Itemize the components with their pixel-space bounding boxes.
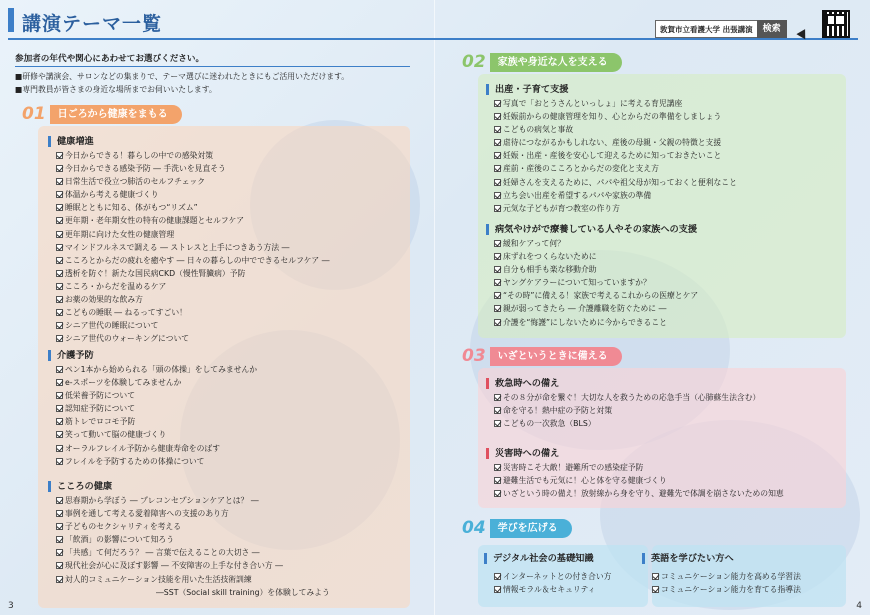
list-item[interactable]: 思春期から学ぼう ― プレコンセプションケアとは？ ― bbox=[56, 494, 330, 507]
group-title-english: 英語を学びたい方へ bbox=[642, 553, 734, 564]
group-title-childcare: 出産・子育て支援 bbox=[486, 84, 569, 95]
list-item[interactable]: 緩和ケアって何？ bbox=[494, 237, 698, 250]
list-item[interactable]: ペン1本から始められる「頭の体操」をしてみませんか bbox=[56, 363, 257, 376]
check-icon bbox=[56, 165, 63, 172]
group-title-emergency: 救急時への備え bbox=[486, 378, 559, 389]
mental-health-items-list bbox=[56, 494, 330, 599]
list-item[interactable]: お薬の効果的な飲み方 bbox=[56, 293, 330, 306]
check-icon bbox=[494, 266, 501, 273]
intro-rule bbox=[15, 66, 410, 67]
list-item[interactable]: マインドフルネスで調える ― ストレスと上手につきあう方法 ― bbox=[56, 241, 330, 254]
list-item[interactable]: フレイルを予防するための体操について bbox=[56, 455, 257, 468]
section-label: いざというときに備える bbox=[490, 347, 622, 366]
disaster-items-list bbox=[494, 461, 784, 500]
check-icon bbox=[56, 405, 63, 412]
page-number-right: 4 bbox=[856, 601, 862, 611]
section-03-header bbox=[462, 346, 622, 366]
header-rule bbox=[8, 38, 858, 40]
list-item[interactable]: 妊娠前からの健康管理を知り、心とからだの準備をしましょう bbox=[494, 110, 737, 123]
check-icon bbox=[652, 586, 659, 593]
list-item[interactable]: 体温から考える健康づくり bbox=[56, 188, 330, 201]
search-text: 敦賀市立看護大学 出張講演 bbox=[660, 24, 753, 34]
check-icon bbox=[56, 431, 63, 438]
list-item[interactable]: 認知症予防について bbox=[56, 402, 257, 415]
list-item[interactable]: 虐待につながるかもしれない、産後の母親・父親の特徴と支援 bbox=[494, 136, 737, 149]
check-icon bbox=[56, 270, 63, 277]
check-icon bbox=[494, 253, 501, 260]
check-icon bbox=[56, 204, 63, 211]
check-icon bbox=[56, 335, 63, 342]
english-items-list bbox=[652, 570, 801, 596]
list-item[interactable]: 床ずれをつくらないために bbox=[494, 250, 698, 263]
list-item[interactable]: 今日からできる！暮らしの中での感染対策 bbox=[56, 149, 330, 162]
check-icon bbox=[56, 366, 63, 373]
list-item[interactable]: 産前・産後のこころとからだの変化と支え方 bbox=[494, 162, 737, 175]
list-item[interactable]: シニア世代の睡眠について bbox=[56, 319, 330, 332]
list-item[interactable]: 更年期に向けた女性の健康管理 bbox=[56, 228, 330, 241]
list-item[interactable]: コミュニケーション能力を高める学習法 bbox=[652, 570, 801, 583]
list-item[interactable]: 対人的コミュニケーション技能を用いた生活技術訓練 bbox=[56, 573, 330, 586]
check-icon bbox=[494, 152, 501, 159]
list-item[interactable]: 災害時こそ大敵！避難所での感染症予防 bbox=[494, 461, 784, 474]
emergency-items-list bbox=[494, 391, 760, 430]
list-item[interactable]: 事例を通して考える愛着障害への支援のあり方 bbox=[56, 507, 330, 520]
check-icon bbox=[494, 279, 501, 286]
check-icon bbox=[494, 113, 501, 120]
list-item[interactable]: 睡眠とともに知る、体がもつ“リズム” bbox=[56, 201, 330, 214]
list-item-continuation: ―SST（Social skill training）を体験してみよう bbox=[156, 587, 330, 597]
check-icon bbox=[56, 418, 63, 425]
list-item[interactable]: 親が弱ってきたら ― 介護離職を防ぐために ― bbox=[494, 302, 698, 315]
section-number: 02 bbox=[462, 52, 486, 72]
list-item[interactable]: 更年期・老年期女性の特有の健康課題とセルフケア bbox=[56, 214, 330, 227]
qr-code-icon[interactable] bbox=[822, 10, 850, 38]
list-item[interactable]: オーラルフレイル予防から健康寿命をのばす bbox=[56, 442, 257, 455]
list-item[interactable]: 情報モラル＆セキュリティ bbox=[494, 583, 611, 596]
group-title-patient-support: 病気やけがで療養している人やその家族への支援 bbox=[486, 224, 697, 235]
group-title-health: 健康増進 bbox=[48, 136, 94, 147]
check-icon bbox=[56, 322, 63, 329]
check-icon bbox=[494, 477, 501, 484]
section-02-header bbox=[462, 52, 622, 72]
check-icon bbox=[56, 392, 63, 399]
list-item[interactable]: こころ・からだを温めるケア bbox=[56, 280, 330, 293]
digital-items-list bbox=[494, 570, 611, 596]
check-icon bbox=[56, 536, 63, 543]
list-item[interactable]: 現代社会が心に及ぼす影響 ― 不安障害の上手な付き合い方 ― bbox=[56, 559, 330, 572]
group-title-mental-health: こころの健康 bbox=[48, 481, 112, 492]
section-label: 学びを広げる bbox=[490, 519, 572, 538]
check-icon bbox=[56, 231, 63, 238]
check-icon bbox=[56, 217, 63, 224]
check-icon bbox=[56, 309, 63, 316]
check-icon bbox=[56, 178, 63, 185]
list-item[interactable]: 写真で「おとうさんといっしょ」に考える育児講座 bbox=[494, 97, 737, 110]
check-icon bbox=[494, 420, 501, 427]
section-number: 04 bbox=[462, 518, 486, 538]
check-icon bbox=[494, 126, 501, 133]
list-item[interactable]: 介護を“悔護”にしないために今からできること bbox=[494, 316, 698, 329]
check-icon bbox=[494, 240, 501, 247]
search-button[interactable]: 検索 bbox=[757, 20, 787, 38]
page-title: 講演テーマ一覧 bbox=[22, 13, 163, 35]
list-item[interactable]: こころとからだの疲れを癒やす ― 日々の暮らしの中でできるセルフケア ― bbox=[56, 254, 330, 267]
list-item[interactable]: 子どものセクシャリティを考える bbox=[56, 520, 330, 533]
list-item[interactable]: 妊婦さんを支えるために、パパや祖父母が知っておくと便利なこと bbox=[494, 176, 737, 189]
check-icon bbox=[494, 586, 501, 593]
check-icon bbox=[56, 283, 63, 290]
group-title-care-prevention: 介護予防 bbox=[48, 350, 94, 361]
check-icon bbox=[494, 305, 501, 312]
list-item[interactable]: コミュニケーション能力を育てる指導法 bbox=[652, 583, 801, 596]
check-icon bbox=[494, 179, 501, 186]
check-icon bbox=[494, 319, 501, 326]
list-item[interactable]: 命を守る！熱中症の予防と対策 bbox=[494, 404, 760, 417]
check-icon bbox=[494, 165, 501, 172]
check-icon bbox=[494, 394, 501, 401]
title-accent-bar bbox=[8, 8, 14, 32]
list-item[interactable]: 笑って動いて脳の健康づくり bbox=[56, 428, 257, 441]
list-item[interactable]: シニア世代のウォーキングについて bbox=[56, 332, 330, 345]
check-icon bbox=[56, 191, 63, 198]
intro-note: ■研修や講演会、サロンなどの集まりで、テーマ選びに迷われたときにもご活用いただけます。 bbox=[15, 72, 350, 81]
check-icon bbox=[494, 205, 501, 212]
check-icon bbox=[56, 445, 63, 452]
list-item[interactable]: “その時”に備える！家族で考えるこれからの医療とケア bbox=[494, 289, 698, 302]
check-icon bbox=[494, 407, 501, 414]
check-icon bbox=[56, 379, 63, 386]
check-icon bbox=[56, 497, 63, 504]
check-icon bbox=[56, 257, 63, 264]
group-title-digital: デジタル社会の基礎知識 bbox=[484, 553, 594, 564]
check-icon bbox=[56, 549, 63, 556]
check-icon bbox=[56, 562, 63, 569]
check-icon bbox=[56, 523, 63, 530]
section-label: 家族や身近な人を支える bbox=[490, 53, 622, 72]
check-icon bbox=[494, 292, 501, 299]
list-item[interactable]: 避難生活でも元気に！心と体を守る健康づくり bbox=[494, 474, 784, 487]
check-icon bbox=[56, 576, 63, 583]
intro-heading: 参加者の年代や関心にあわせてお選びください。 bbox=[15, 54, 205, 64]
check-icon bbox=[56, 296, 63, 303]
list-item[interactable]: 自分も相手も楽な移動介助 bbox=[494, 263, 698, 276]
list-item[interactable]: 透析を防ぐ！新たな国民病CKD（慢性腎臓病）予防 bbox=[56, 267, 330, 280]
check-icon bbox=[652, 573, 659, 580]
section-number: 03 bbox=[462, 346, 486, 366]
check-icon bbox=[494, 192, 501, 199]
section-04-header bbox=[462, 518, 572, 538]
search-box[interactable] bbox=[655, 20, 787, 38]
list-item[interactable]: 今日からできる感染予防 ― 手洗いを見直そう bbox=[56, 162, 330, 175]
list-item[interactable]: ヤングケアラーについて知っていますか？ bbox=[494, 276, 698, 289]
check-icon bbox=[494, 573, 501, 580]
list-item[interactable]: こどもの一次救急（BLS） bbox=[494, 417, 760, 430]
list-item[interactable]: インターネットとの付き合い方 bbox=[494, 570, 611, 583]
care-prevention-items-list bbox=[56, 363, 257, 468]
list-item[interactable]: 低栄養予防について bbox=[56, 389, 257, 402]
list-item[interactable]: その８分が命を繋ぐ！大切な人を救うための応急手当（心肺蘇生法含む） bbox=[494, 391, 760, 404]
childcare-items-list bbox=[494, 97, 737, 215]
check-icon bbox=[56, 510, 63, 517]
group-title-disaster: 災害時への備え bbox=[486, 448, 559, 459]
check-icon bbox=[494, 490, 501, 497]
list-item[interactable]: こどもの病気と事故 bbox=[494, 123, 737, 136]
page-divider bbox=[434, 0, 435, 615]
intro-note: ■専門教員が皆さまの身近な場所までお伺いいたします。 bbox=[15, 85, 217, 94]
section-number: 01 bbox=[22, 104, 46, 124]
list-item[interactable]: 「共感」て何だろう？ ― 言葉で伝えることの大切さ ― bbox=[56, 546, 330, 559]
health-items-list bbox=[56, 149, 330, 345]
check-icon bbox=[494, 464, 501, 471]
section-label: 日ごろから健康をまもる bbox=[50, 105, 182, 124]
check-icon bbox=[56, 458, 63, 465]
list-item[interactable]: こどもの睡眠 ― ねるってすごい！ bbox=[56, 306, 330, 319]
list-item[interactable]: 元気な子どもが育つ教室の作り方 bbox=[494, 202, 737, 215]
check-icon bbox=[494, 100, 501, 107]
list-item[interactable]: 「飲酒」の影響について知ろう bbox=[56, 533, 330, 546]
check-icon bbox=[56, 244, 63, 251]
patient-support-items-list bbox=[494, 237, 698, 329]
check-icon bbox=[56, 152, 63, 159]
list-item[interactable]: 日常生活で役立つ肺活のセルフチェック bbox=[56, 175, 330, 188]
check-icon bbox=[494, 139, 501, 146]
list-item[interactable]: 立ち会い出産を希望するパパや家族の準備 bbox=[494, 189, 737, 202]
list-item[interactable]: 筋トレでロコモ予防 bbox=[56, 415, 257, 428]
list-item[interactable]: いざという時の備え！放射線から身を守り、避難先で体調を崩さないための知恵 bbox=[494, 487, 784, 500]
list-item[interactable]: e-スポーツを体験してみませんか bbox=[56, 376, 257, 389]
section-01-header bbox=[22, 104, 182, 124]
page-number-left: 3 bbox=[8, 601, 14, 611]
list-item[interactable]: 妊娠・出産・産後を安心して迎えるために知っておきたいこと bbox=[494, 149, 737, 162]
